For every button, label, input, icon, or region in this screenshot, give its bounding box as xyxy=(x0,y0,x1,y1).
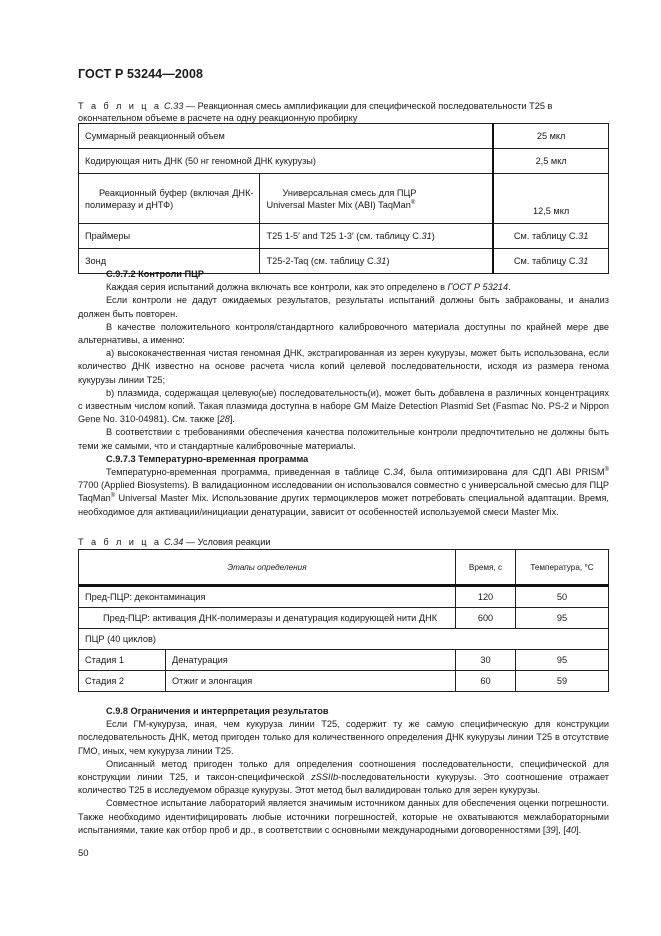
table-row: Пред-ПЦР: деконтаминация 120 50 xyxy=(79,586,609,608)
section-heading: С.9.7.3 Температурно-временная программа xyxy=(106,453,309,464)
section-heading: С.9.8 Ограничения и интерпретация результатов xyxy=(106,706,329,716)
table-row: Праймеры Т25 1-5′ and Т25 1-3′ (см. таблицу С.31) См. таблицу С.31 xyxy=(79,224,609,249)
table-row: ПЦР (40 циклов) xyxy=(79,629,609,650)
table-c34 xyxy=(78,549,609,692)
buffer-detail: Универсальная смесь для ПЦР Universal Master Mix (ABI) TaqMan® xyxy=(260,174,493,224)
table-c34-caption: Т а б л и ц а С.34 — Условия реакции xyxy=(78,537,271,547)
table-row: Реакционный буфер (включая ДНК-полимеразу и дНТФ) Универсальная смесь для ПЦР Universal Master Mix (ABI) TaqMan® 12,5 мкл xyxy=(79,174,609,224)
table-row: Стадия 2 Отжиг и элонгация 60 59 xyxy=(79,671,609,692)
section-heading: С.9.7.2 Контроли ПЦР xyxy=(106,269,204,279)
table-row: Зонд Т25-2-Taq (см. таблицу С.31) См. таблицу С.31 xyxy=(79,249,609,274)
table-row: Пред-ПЦР: активация ДНК-полимеразы и денатурация кодирующей нити ДНК 600 95 xyxy=(79,608,609,629)
table-c33 xyxy=(78,123,609,274)
page-header: ГОСТ Р 53244—2008 xyxy=(78,67,204,81)
section-c972: С.9.7.2 Контроли ПЦР Каждая серия испытаний должна включать все контроли, как это определено в ГОСТ Р 53214. Если контроли не дадут ожидаемых результатов, результаты испытаний должны быть забракованы, и анализ должен быть повторен. В качестве положительного контроля/стандартного калибровочного материала доступны по крайней мере две альтернативы, а именно: a) высококачественная чистая геномная ДНК, экстрагированная из зерен кукурузы, может быть использована, если количество ДНК известно на основе расчета числа копий целевой последовательности, исходя из размера генома кукурузы линии Т25; b) плазмида, содержащая целевую(ые) последовательность(и), может быть добавлена в различных концентрациях с известным числом копий. Такая плазмида доступна в наборе GM Maize Detection Plasmid Set (Fasmac No. PS-2 и Nippon Gene No. 310-04981). См. также [28]. В соответствии с требованиями обеспечения качества положительные контроли предпочтительно не должны быть теми же самыми, что и стандартные калибровочные материалы. С.9.7.3 Температурно-временная программа Температурно-временная программа, приведенная в таблице С.34, была оптимизирована для СДП ABI PRISM® 7700 (Applied Biosystems). В валидационном исследовании он использовался совместно с универсальной смесью для ПЦР TaqMan® Universal Master Mix. Использование других термоциклеров может потребовать специальной адаптации. Время, необходимое для активации/инициации денатурации, зависит от особенностей используемой смеси Master Mix. xyxy=(78,269,610,517)
table-c33-caption: Т а б л и ц а С.33 — Реакционная смесь амплификации для специфической последовательности Т25 в окончательном объеме в расчете на одну реакционную пробирку xyxy=(78,101,553,123)
table-row: Кодирующая нить ДНК (50 нг геномной ДНК кукурузы) 2,5 мкл xyxy=(79,149,609,174)
section-c98: С.9.8 Ограничения и интерпретация результатов Если ГМ-кукуруза, иная, чем кукуруза линии Т25, содержит ту же самую специфическую для конструкции последовательность ДНК, метод пригоден только для количественного определения ДНК кукурузы линии Т25 в отсутствие ГМО, иных, чем кукуруза линии Т25. Описанный метод пригоден только для определения соотношения последовательности, специфической для конструкции линии Т25, и таксон-специфической zSSIIb-последовательности кукурузы. Это соотношение отражает количество Т25 в исследуемом образце кукурузы. Этот метод был валидирован только для зерен кукурузы. Совместное испытание лабораторий является значимым источником данных для обеспечения оценки погрешности. Также необходимо идентифицировать любые источники погрешностей, которые не охватываются межлабораторными испытаниями, такие как отбор проб и др., в соответствии с основными международными договоренностями [39], [40]. xyxy=(78,706,609,835)
table-row: Стадия 1 Денатурация 30 95 xyxy=(79,650,609,671)
table-header-row: Этапы определения Время, с Температура, °С xyxy=(79,550,609,586)
table-row: Суммарный реакционный объем 25 мкл xyxy=(79,124,609,149)
page-number: 50 xyxy=(78,848,89,859)
